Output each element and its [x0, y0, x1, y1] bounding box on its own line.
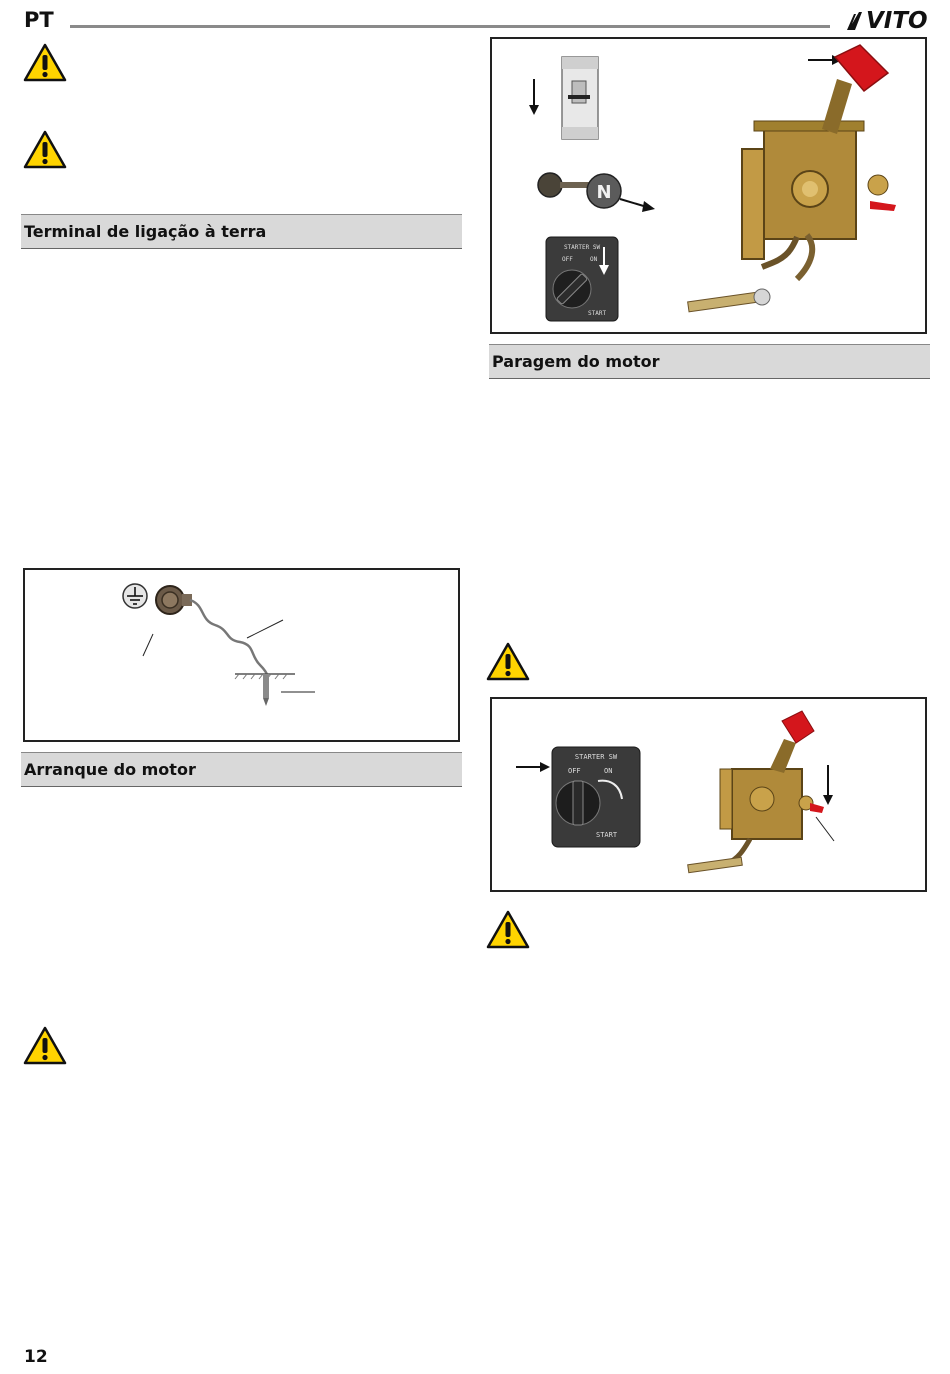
- page-number: 12: [24, 1347, 48, 1367]
- engine-stop-diagram: [492, 699, 925, 890]
- terminal-bolt-icon: [156, 586, 192, 614]
- ground-symbol-icon: [123, 584, 147, 608]
- switch-panel-title: STARTER SW: [574, 753, 618, 761]
- section-heading-engine-start: [21, 752, 462, 787]
- starter-switch-panel: [552, 747, 640, 847]
- knob-letter: N: [596, 182, 612, 203]
- switch-on-label: ON: [590, 256, 598, 263]
- section-title: Arranque do motor: [24, 760, 196, 779]
- switch-panel-title: STARTER SW: [563, 244, 601, 251]
- switch-on-label: ON: [604, 767, 613, 775]
- switch-off-label: OFF: [568, 767, 581, 775]
- ground-terminal-figure: [23, 568, 460, 742]
- section-heading-engine-stop: [489, 344, 930, 379]
- engine-start-diagram: [492, 39, 925, 332]
- section-heading-ground-terminal: [21, 214, 462, 249]
- engine-stop-figure: [490, 697, 927, 892]
- throttle-mechanism-icon: [688, 711, 824, 873]
- switch-start-label: START: [596, 831, 618, 839]
- switch-off-label: OFF: [562, 256, 573, 263]
- header-rule: [70, 25, 830, 28]
- throttle-mechanism-icon: [688, 45, 896, 312]
- switch-start-label: START: [588, 310, 607, 317]
- starter-switch-panel: [546, 237, 618, 321]
- warning-icon: [23, 43, 67, 83]
- warning-icon: [486, 910, 530, 950]
- brand-mark-icon: [846, 11, 864, 31]
- circuit-breaker-icon: [562, 57, 598, 139]
- section-title: Terminal de ligação à terra: [24, 222, 267, 241]
- ground-rod-icon: [263, 674, 269, 706]
- warning-icon: [486, 642, 530, 682]
- language-code: PT: [24, 8, 54, 32]
- ground-diagram: [25, 570, 458, 740]
- warning-icon: [23, 130, 67, 170]
- warning-icon: [23, 1026, 67, 1066]
- section-title: Paragem do motor: [492, 352, 660, 371]
- engine-start-figure: [490, 37, 927, 334]
- brand-name: VITO: [866, 8, 928, 34]
- brand-logo: [846, 8, 928, 34]
- choke-knob-icon: [538, 173, 621, 208]
